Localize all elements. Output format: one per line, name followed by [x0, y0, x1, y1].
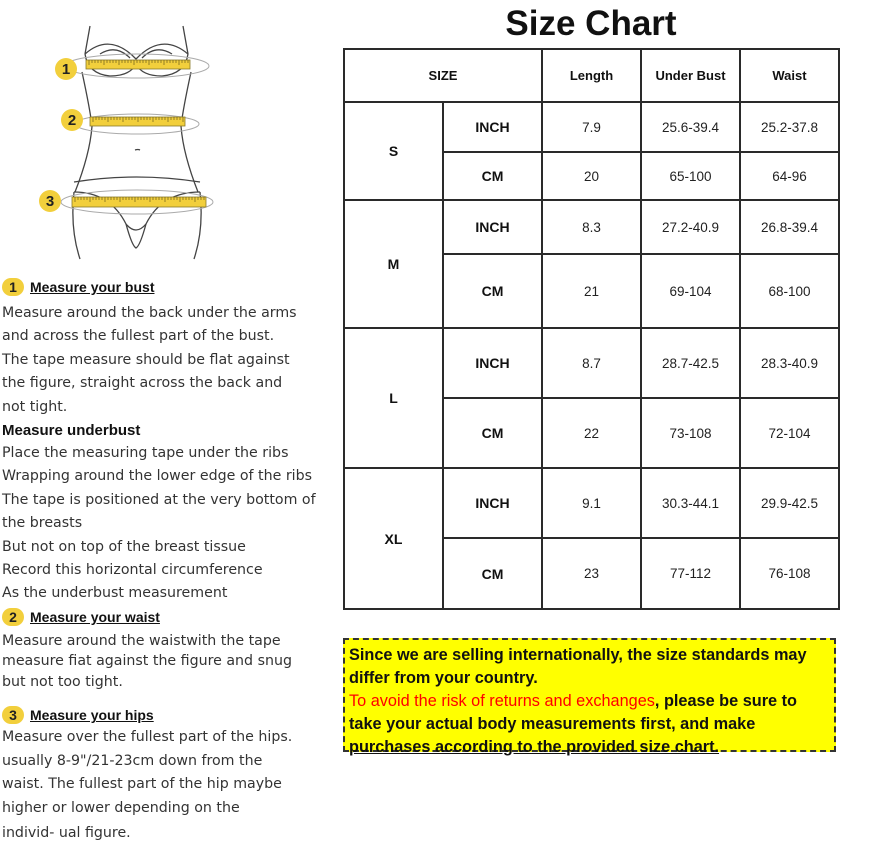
- unit-cell: INCH: [443, 468, 542, 538]
- waist-cell: 29.9-42.5: [740, 468, 839, 538]
- unit-cell: INCH: [443, 328, 542, 398]
- underbust-line: The tape is positioned at the very bottom of: [2, 491, 316, 508]
- hips-line: higher or lower depending on the: [2, 799, 240, 816]
- unit-cell: INCH: [443, 200, 542, 254]
- under-bust-cell: 25.6-39.4: [641, 102, 740, 152]
- under-bust-cell: 77-112: [641, 538, 740, 609]
- length-cell: 7.9: [542, 102, 641, 152]
- waist-heading: [2, 606, 332, 628]
- length-cell: 21: [542, 254, 641, 328]
- marker-2: 2: [67, 112, 77, 129]
- header-waist: Waist: [740, 49, 839, 102]
- bust-line: and across the fullest part of the bust.: [2, 328, 275, 345]
- notice-intro: Since we are selling internationally, the size standards may differ from your country.: [349, 646, 807, 687]
- length-cell: 23: [542, 538, 641, 609]
- waist-cell: 64-96: [740, 152, 839, 200]
- waist-cell: 28.3-40.9: [740, 328, 839, 398]
- bust-heading: [2, 276, 332, 298]
- table-row: [344, 102, 839, 152]
- size-s: S: [344, 102, 443, 200]
- under-bust-cell: 27.2-40.9: [641, 200, 740, 254]
- hips-title: Measure your hips: [30, 707, 154, 724]
- underbust-line: But not on top of the breast tissue: [2, 538, 246, 555]
- step-2-badge: 2: [2, 608, 24, 626]
- under-bust-cell: 69-104: [641, 254, 740, 328]
- unit-cell: CM: [443, 254, 542, 328]
- length-cell: 8.7: [542, 328, 641, 398]
- underbust-line: Record this horizontal circumference: [2, 562, 263, 579]
- size-notice: [343, 638, 836, 756]
- body-measurement-figure: [30, 14, 240, 264]
- hips-line: usually 8-9"/21-23cm down from the: [2, 752, 263, 769]
- unit-cell: CM: [443, 152, 542, 200]
- waist-cell: 72-104: [740, 398, 839, 468]
- unit-cell: INCH: [443, 102, 542, 152]
- table-row: [344, 200, 839, 254]
- hips-heading: [2, 704, 332, 726]
- step-3-badge: 3: [2, 706, 24, 724]
- bust-title: Measure your bust: [30, 279, 155, 295]
- underbust-line: Place the measuring tape under the ribs: [2, 445, 289, 462]
- under-bust-cell: 28.7-42.5: [641, 328, 740, 398]
- notice-warning: To avoid the risk of returns and exchanges: [349, 692, 655, 710]
- waist-cell: 76-108: [740, 538, 839, 609]
- under-bust-cell: 73-108: [641, 398, 740, 468]
- under-bust-cell: 65-100: [641, 152, 740, 200]
- under-bust-cell: 30.3-44.1: [641, 468, 740, 538]
- hips-line: waist. The fullest part of the hip maybe: [2, 776, 282, 793]
- underbust-line: Wrapping around the lower edge of the ribs: [2, 468, 312, 485]
- notice-rest: , please be sure to take your actual body measurements first, and make: [349, 692, 797, 733]
- unit-cell: CM: [443, 538, 542, 609]
- underbust-title: Measure underbust: [2, 422, 141, 440]
- notice-rest-underlined: purchases according to the provided size chart.: [349, 738, 720, 756]
- marker-3: 3: [45, 193, 55, 210]
- header-length: Length: [542, 49, 641, 102]
- size-table: [343, 48, 840, 610]
- bust-tape: [86, 60, 190, 69]
- header-size: SIZE: [344, 49, 542, 102]
- length-cell: 20: [542, 152, 641, 200]
- waist-line: but not too tight.: [2, 673, 123, 690]
- step-1-badge: 1: [2, 278, 24, 296]
- size-l: L: [344, 328, 443, 468]
- underbust-line: the breasts: [2, 515, 83, 532]
- header-under-bust: Under Bust: [641, 49, 740, 102]
- size-xl: XL: [344, 468, 443, 609]
- table-row: [344, 328, 839, 398]
- length-cell: 9.1: [542, 468, 641, 538]
- hips-line: Measure over the fullest part of the hips.: [2, 729, 293, 746]
- waist-title: Measure your waist: [30, 608, 160, 625]
- length-cell: 22: [542, 398, 641, 468]
- bust-line: not tight.: [2, 398, 68, 415]
- waist-line: measure fiat against the figure and snug: [2, 653, 292, 670]
- measurement-guide: [2, 276, 332, 847]
- size-m: M: [344, 200, 443, 328]
- waist-line: Measure around the waistwith the tape: [2, 632, 281, 649]
- table-row: [344, 468, 839, 538]
- table-header-row: [344, 49, 839, 102]
- bust-line: Measure around the back under the arms: [2, 305, 297, 321]
- marker-1: 1: [61, 61, 71, 78]
- waist-cell: 25.2-37.8: [740, 102, 839, 152]
- chart-title: Size Chart: [505, 4, 677, 43]
- waist-cell: 68-100: [740, 254, 839, 328]
- hips-line: individ- ual figure.: [2, 825, 131, 841]
- bust-line: The tape measure should be flat against: [2, 351, 290, 368]
- bust-line: the figure, straight across the back and: [2, 375, 283, 392]
- length-cell: 8.3: [542, 200, 641, 254]
- underbust-line: As the underbust measurement: [2, 585, 228, 602]
- waist-cell: 26.8-39.4: [740, 200, 839, 254]
- unit-cell: CM: [443, 398, 542, 468]
